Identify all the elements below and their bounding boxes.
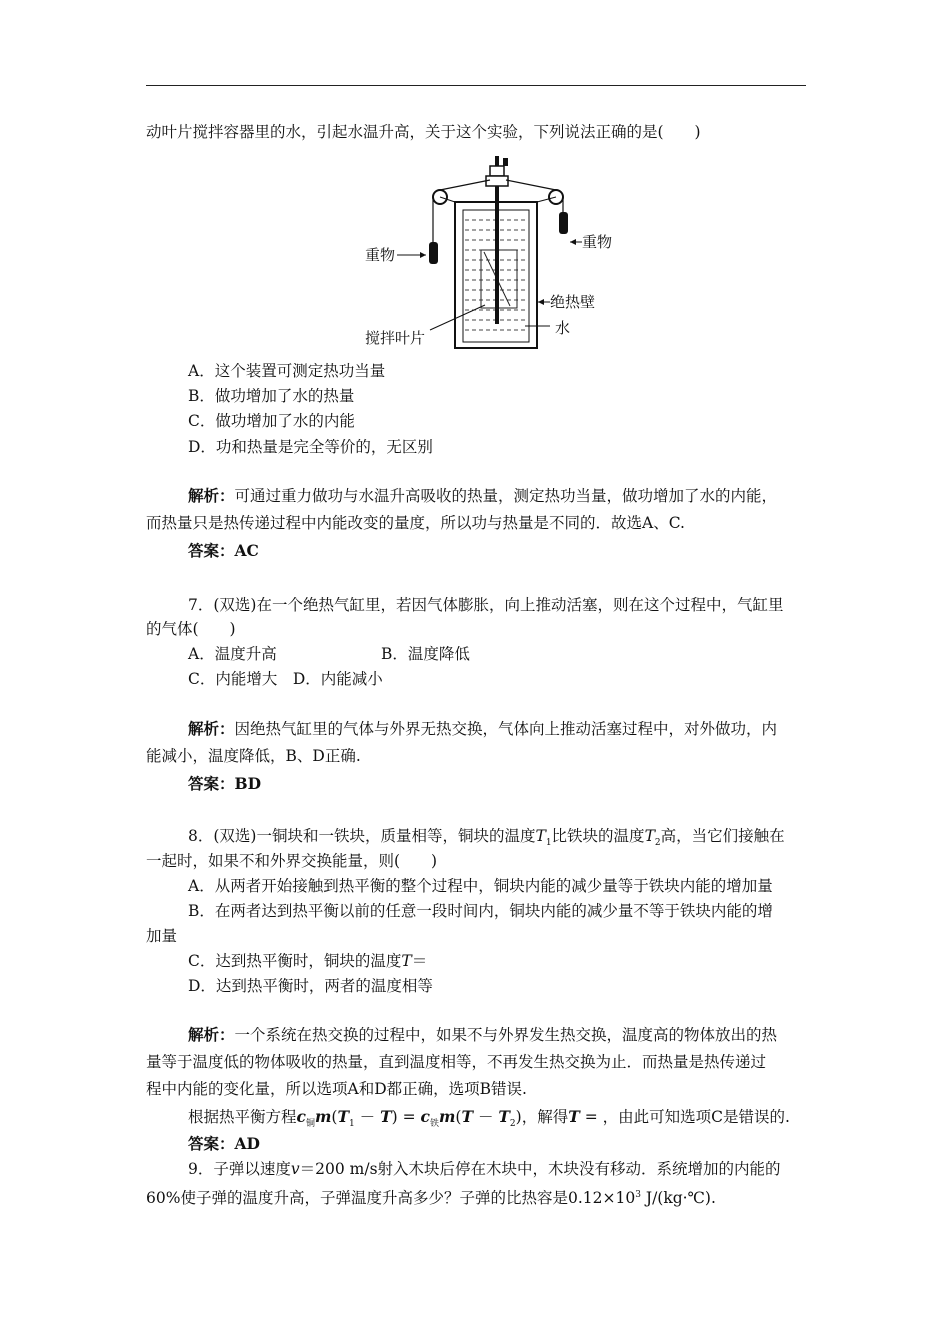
- label-weight-left: 重物: [365, 246, 396, 264]
- q7-answer: 答案：BD: [188, 774, 262, 793]
- q9-stem-line-1: 9．子弹以速度v＝200 m/s射入木块后停在木块中，木块没有移动．系统增加的内能的: [188, 1160, 781, 1178]
- q8-option-b-line-2: 加量: [146, 927, 178, 945]
- analysis-label: 解析：: [188, 719, 235, 738]
- q8-equation: 根据热平衡方程$c_铜m(T_1 - T) = c_铁m(T - T_2)$，解得T = ，由此可知选项C是错误的.: [188, 1107, 790, 1130]
- left-weight: [429, 242, 438, 264]
- q6-option-b: B．做功增加了水的热量: [188, 387, 355, 405]
- label-paddle: 搅拌叶片: [365, 329, 426, 347]
- analysis-label: 解析：: [188, 486, 235, 505]
- q6-option-d: D．功和热量是完全等价的，无区别: [188, 438, 433, 456]
- q6-option-c: C．做功增加了水的内能: [188, 412, 355, 430]
- header-rule: [146, 85, 806, 86]
- q6-option-a: A．这个装置可测定热功当量: [188, 362, 386, 380]
- q8-option-b-line-1: B．在两者达到热平衡以前的任意一段时间内，铜块内能的减少量不等于铁块内能的增: [188, 902, 773, 920]
- q7-stem-line-1: 7．(双选)在一个绝热气缸里，若因气体膨胀，向上推动活塞，则在这个过程中，气缸里: [188, 596, 784, 614]
- q8-option-c: C．达到热平衡时，铜块的温度T＝: [188, 952, 428, 970]
- q9-stem-line-2: 60%使子弹的温度升高，子弹温度升高多少？子弹的比热容是$0.12\times 10^3$ J/(kg·℃).: [146, 1189, 716, 1208]
- joule-apparatus-figure: [360, 150, 640, 350]
- q7-option-a: A．温度升高: [188, 645, 277, 663]
- q7-stem-line-2: 的气体( ): [146, 620, 236, 638]
- q8-option-a: A．从两者开始接触到热平衡的整个过程中，铜块内能的减少量等于铁块内能的增加量: [188, 877, 773, 895]
- analysis-label: 解析：: [188, 1025, 235, 1044]
- q8-analysis-line-1: 解析：一个系统在热交换的过程中，如果不与外界发生热交换，温度高的物体放出的热: [188, 1025, 778, 1044]
- q6-analysis-line-1: 解析：可通过重力做功与水温升高吸收的热量，测定热功当量，做功增加了水的内能，: [188, 486, 778, 505]
- label-weight-right: 重物: [582, 233, 613, 251]
- q8-answer: 答案：AD: [188, 1134, 260, 1153]
- q7-analysis-line-2: 能减小，温度降低，B、D正确.: [146, 747, 361, 765]
- q6-analysis-line-2: 而热量只是热传递过程中内能改变的量度，所以功与热量是不同的．故选A、C.: [146, 514, 685, 532]
- q8-analysis-line-3: 程中内能的变化量，所以选项A和D都正确，选项B错误.: [146, 1080, 527, 1098]
- q7-option-b: B．温度降低: [381, 645, 470, 663]
- q8-stem-line-2: 一起时，如果不和外界交换能量，则( ): [146, 852, 438, 870]
- q8-stem-line-1: 8．(双选)一铜块和一铁块，质量相等，铜块的温度$T_1$比铁块的温度$T_2$高，当它们接触在: [188, 827, 785, 849]
- label-wall: 绝热壁: [550, 293, 596, 311]
- label-water: 水: [555, 319, 571, 337]
- q6-answer: 答案：AC: [188, 541, 259, 560]
- q7-analysis-line-1: 解析：因绝热气缸里的气体与外界无热交换，气体向上推动活塞过程中，对外做功，内: [188, 719, 778, 738]
- q7-option-cd: C．内能增大 D．内能减小: [188, 670, 383, 688]
- right-weight: [559, 212, 568, 234]
- q8-option-d: D．达到热平衡时，两者的温度相等: [188, 977, 433, 995]
- q6-intro: 动叶片搅拌容器里的水，引起水温升高，关于这个实验，下列说法正确的是( ): [146, 123, 701, 141]
- q8-analysis-line-2: 量等于温度低的物体吸收的热量，直到温度相等，不再发生热交换为止．而热量是热传递过: [146, 1053, 767, 1071]
